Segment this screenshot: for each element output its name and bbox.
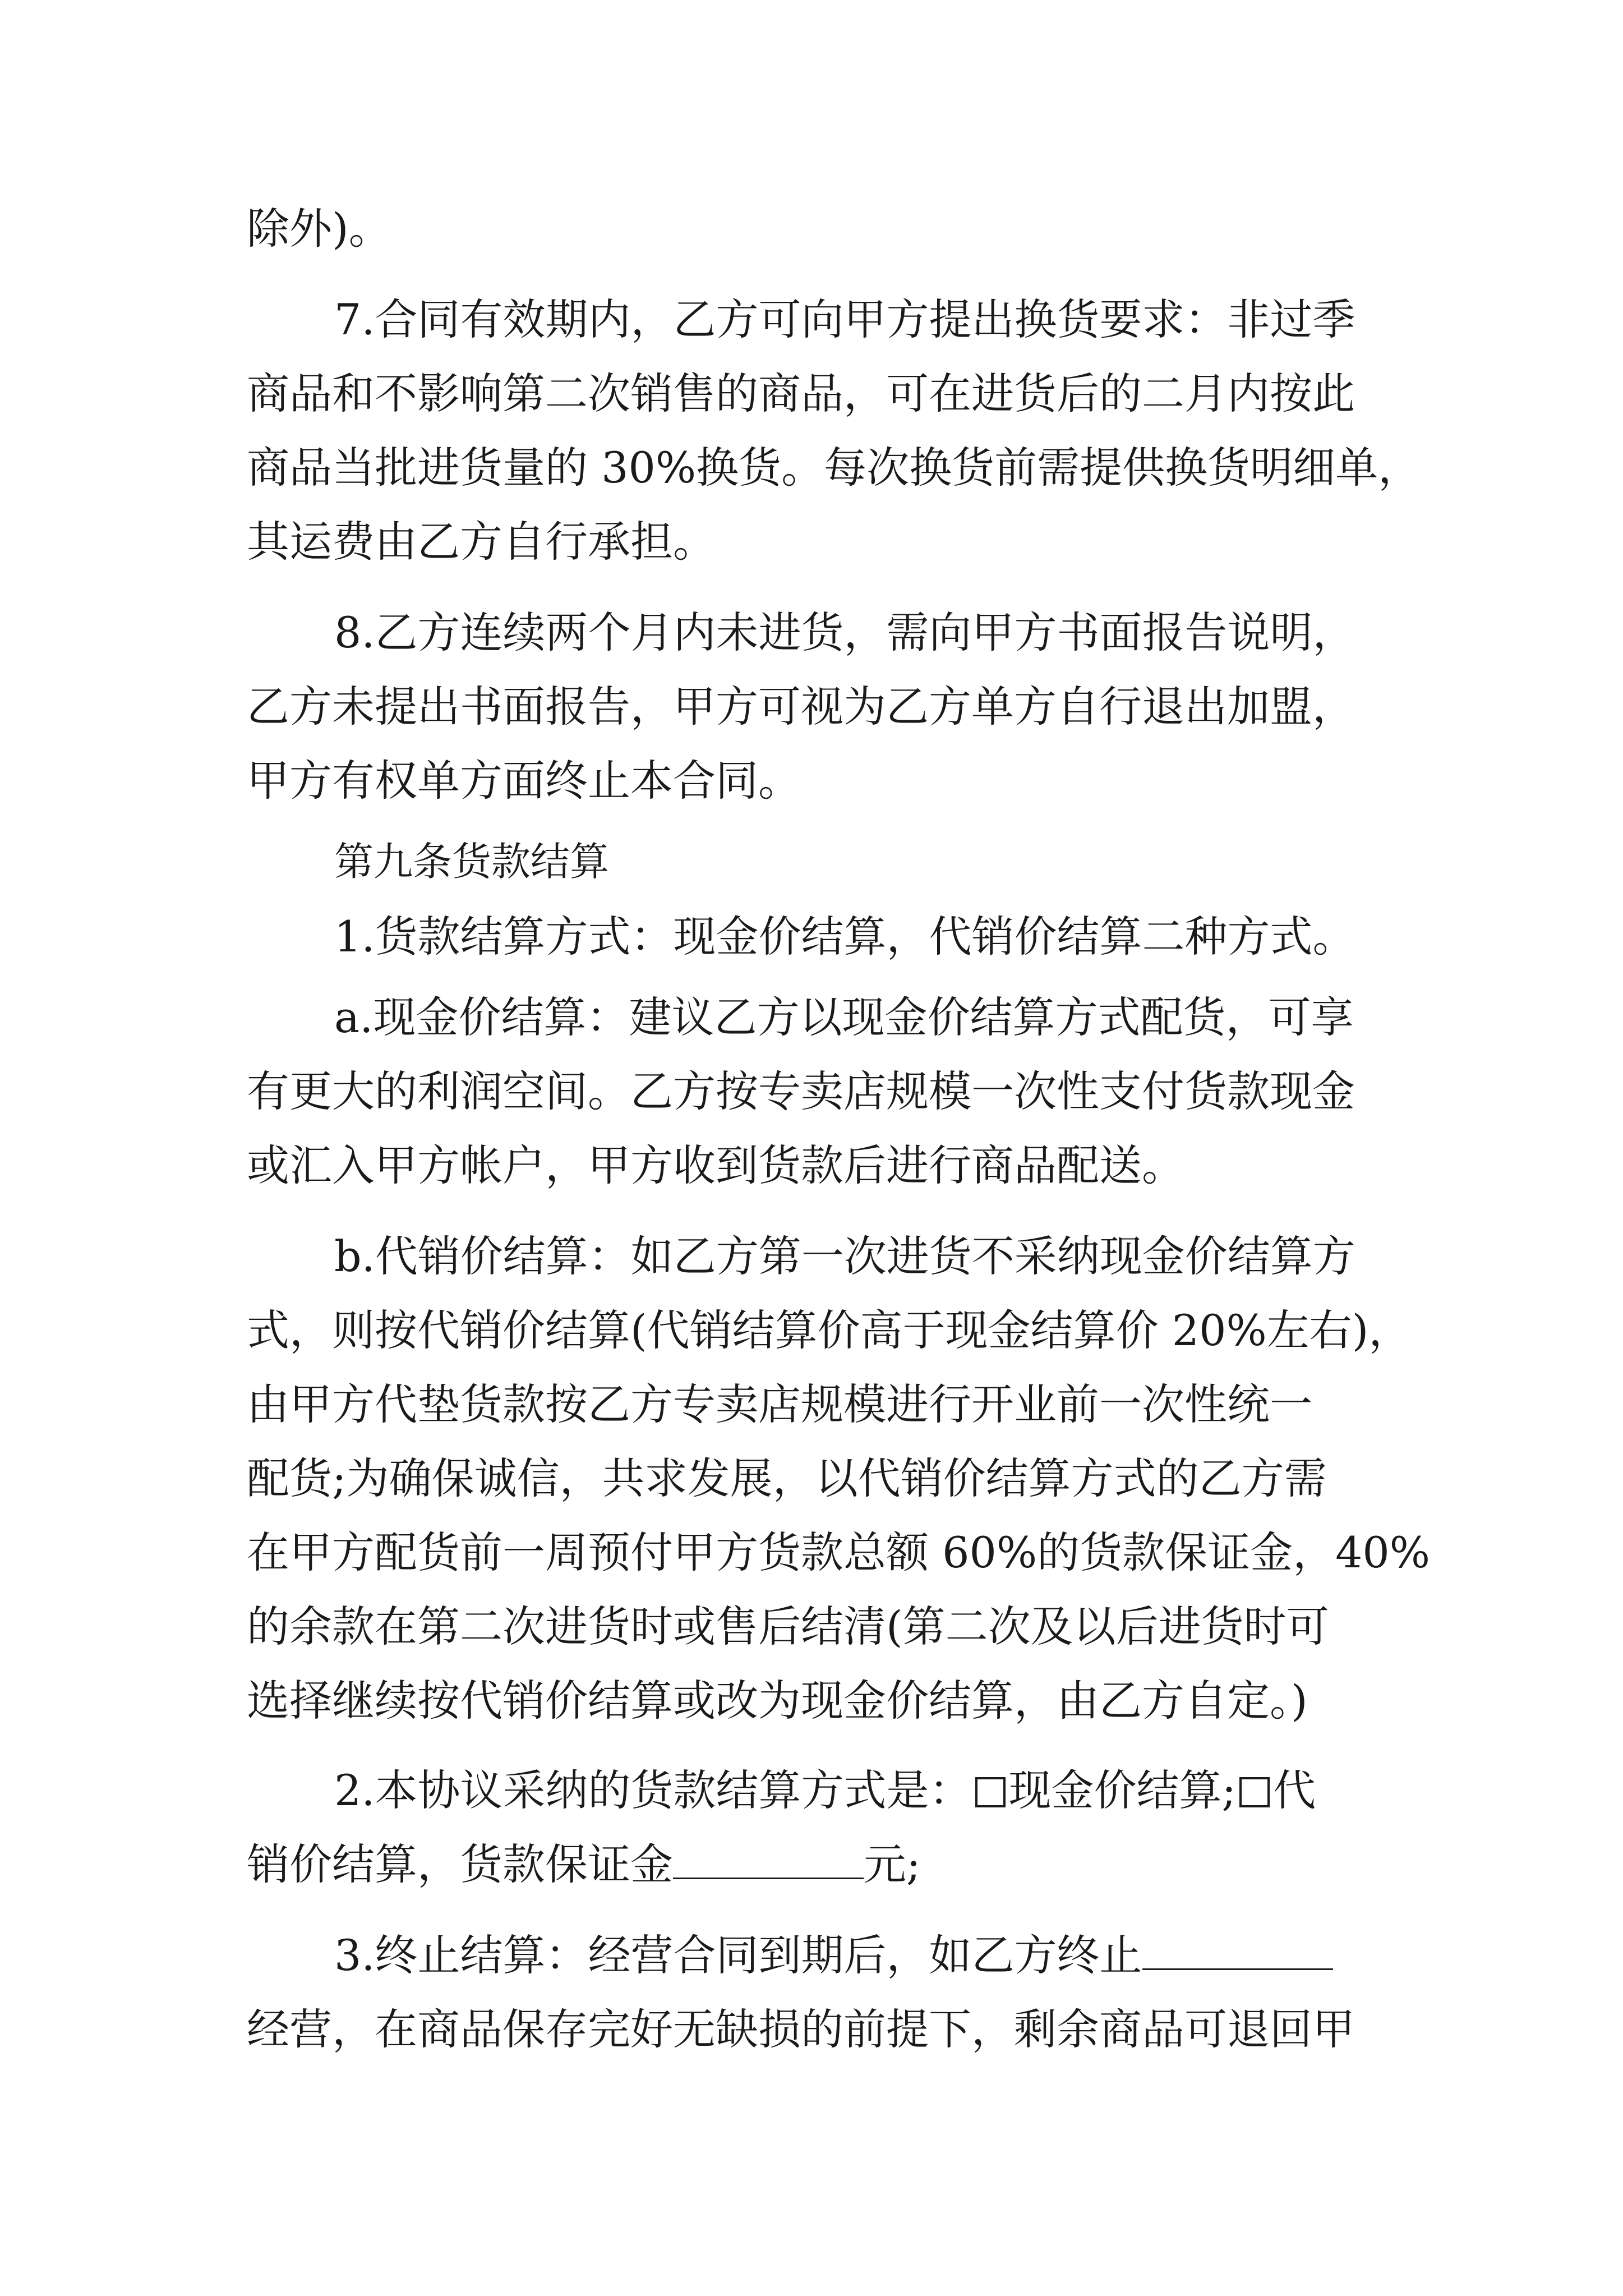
text-line: 商品当批进货量的 30%换货。每次换货前需提供换货明细单， <box>247 443 1421 493</box>
clause-2-text: 2.本协议采纳的货款结算方式是： <box>334 1765 972 1815</box>
clause-2-option-2: 代 <box>1273 1765 1316 1815</box>
text-line: 由甲方代垫货款按乙方专卖店规模进行开业前一次性统一 <box>247 1379 1312 1429</box>
clause-2-deposit-label: 销价结算，货款保证金 <box>247 1839 673 1889</box>
clause-3-text: 3.终止结算：经营合同到期后，如乙方终止 <box>334 1930 1142 1980</box>
section-title: 第九条货款结算 <box>334 839 609 885</box>
clause-2-unit: 元; <box>864 1839 921 1889</box>
text-line: 7.合同有效期内，乙方可向甲方提出换货要求：非过季 <box>334 295 1355 344</box>
clause-2-line-1 <box>334 1763 1316 1819</box>
text-line: 商品和不影响第二次销售的商品，可在进货后的二月内按此 <box>247 369 1355 418</box>
text-line: b.代销价结算：如乙方第一次进货不采纳现金价结算方 <box>334 1231 1355 1281</box>
checkbox-consignment-settlement[interactable] <box>1239 1777 1270 1807</box>
clause-2-option-1: 现金价结算; <box>1008 1765 1237 1815</box>
text-line: 或汇入甲方帐户，甲方收到货款后进行商品配送。 <box>247 1140 1184 1190</box>
text-line: a.现金价结算：建议乙方以现金价结算方式配货，可享 <box>334 992 1354 1042</box>
termination-blank[interactable] <box>1142 1929 1333 1970</box>
checkbox-cash-settlement[interactable] <box>975 1777 1006 1807</box>
text-line: 配货;为确保诚信，共求发展，以代销价结算方式的乙方需 <box>247 1453 1327 1503</box>
text-line: 甲方有权单方面终止本合同。 <box>247 756 801 806</box>
text-line: 式，则按代销价结算(代销结算价高于现金结算价 20%左右)， <box>247 1305 1412 1355</box>
clause-3-line-1 <box>334 1927 1333 1984</box>
text-line: 乙方未提出书面报告，甲方可视为乙方单方自行退出加盟， <box>247 682 1355 731</box>
text-line: 有更大的利润空间。乙方按专卖店规模一次性支付货款现金 <box>247 1066 1355 1116</box>
text-line: 的余款在第二次进货时或售后结清(第二次及以后进货时可 <box>247 1602 1329 1651</box>
clause-2-line-2 <box>247 1837 921 1893</box>
text-line: 除外)。 <box>247 204 391 254</box>
text-line: 经营，在商品保存完好无缺损的前提下，剩余商品可退回甲 <box>247 2004 1355 2054</box>
text-line: 8.乙方连续两个月内未进货，需向甲方书面报告说明， <box>334 608 1355 657</box>
text-line: 在甲方配货前一周预付甲方货款总额 60%的货款保证金，40% <box>247 1527 1431 1577</box>
text-line: 选择继续按代销价结算或改为现金价结算，由乙方自定。) <box>247 1676 1308 1726</box>
text-line: 1.货款结算方式：现金价结算，代销价结算二种方式。 <box>334 912 1355 961</box>
text-line: 其运费由乙方自行承担。 <box>247 517 716 567</box>
deposit-amount-blank[interactable] <box>673 1838 864 1879</box>
